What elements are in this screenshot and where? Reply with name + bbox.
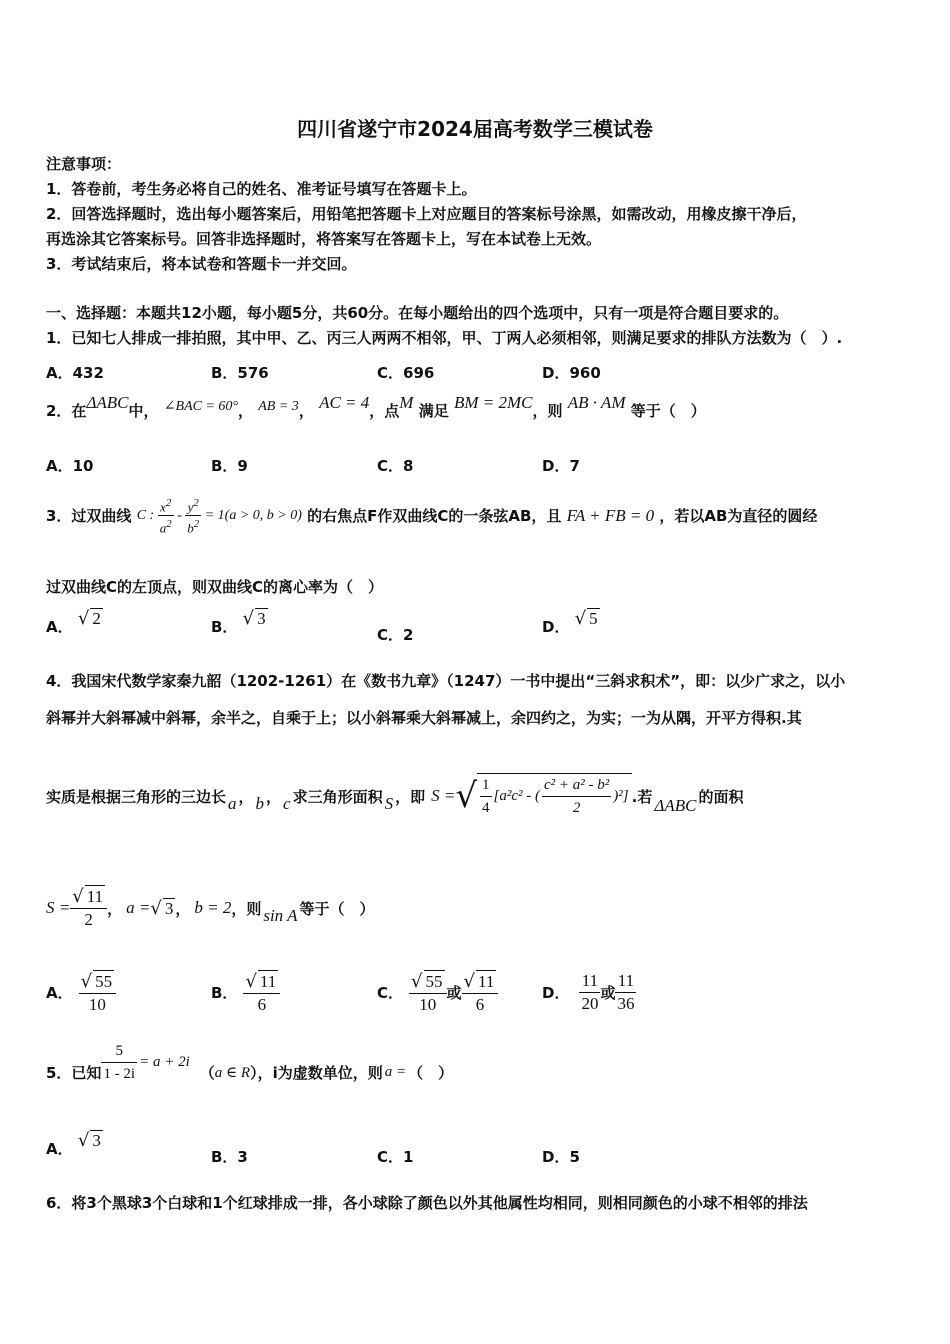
frac-den: 6 [257, 994, 267, 1014]
q4-option-label: C． [377, 984, 404, 1002]
q2-text: ， [238, 402, 254, 420]
q2-math-m: M [399, 393, 414, 412]
q5-option-value: √ 3 [77, 1130, 101, 1151]
q4-option-c [377, 965, 498, 1020]
q4-formula-part: )²] [613, 788, 629, 804]
section-heading: 一、选择题：本题共12小题，每小题5分，共60分。在每小题给出的四个选项中，只有一项是符合题目要求的。 [46, 304, 789, 322]
q2-option-b: B．9 [211, 457, 248, 475]
notice-item: 再选涂其它答案标号。回答非选择题时，将答案写在答题卡上，写在本试卷上无效。 [46, 230, 602, 248]
q4-math-s: S [384, 794, 394, 813]
q4-option-frac [579, 970, 600, 1015]
q4-option-frac: $\frac{√ 11}{6}$ [243, 970, 280, 1016]
q4-option-frac: $\frac{√ 11}{6}$ [462, 970, 499, 1016]
q4-text: ， [266, 787, 282, 806]
question-6-stem: 6．将3个黑球3个白球和1个红球排成一排，各小球除了颜色以外其他属性均相同，则相同颜色的小球不相邻的排法 [46, 1194, 808, 1212]
q1-option-c: C．696 [377, 364, 435, 382]
q5-text: 5．已知 [46, 1063, 102, 1082]
q4-text: ， [107, 899, 123, 918]
q4-text: 实质是根据三角形的三边长 [46, 787, 227, 806]
q4-option-a [46, 965, 116, 1020]
q4-math-sin: sin A [263, 906, 298, 925]
q2-math-vector: BM = 2MC [453, 393, 533, 412]
q2-text: 2．在 [46, 402, 87, 420]
question-2-stem [46, 393, 706, 421]
q4-formula-lhs: S = [431, 786, 456, 805]
q3-frac-num: x [160, 499, 166, 515]
q4-math-a: a [228, 794, 237, 813]
frac-num: 5 [101, 1040, 137, 1063]
q2-text: 中， [128, 402, 159, 420]
frac-den: 1 - 2i [103, 1065, 136, 1082]
q3-frac-den: a [159, 520, 167, 536]
q3-option-d [542, 608, 600, 637]
q3-frac: $\frac{y^2}{b^2}$ [187, 497, 200, 536]
q3-option-label: B． [211, 618, 238, 636]
q4-text: ， [175, 899, 191, 918]
q2-option-c: C．8 [377, 457, 414, 475]
q3-math-part: - [177, 508, 182, 524]
q5-frac [101, 1040, 137, 1085]
q5-text: ），i为虚数单位，则 [250, 1063, 383, 1082]
q4-option-label: A． [46, 984, 73, 1002]
frac-den: 10 [419, 994, 437, 1014]
q5-option-label: A． [46, 1140, 73, 1158]
sqrt-value: 5 [589, 609, 598, 628]
q4-math-b: b [255, 794, 265, 813]
q3-text: 的右焦点F作双曲线C的一条弦AB，且 [307, 507, 562, 526]
q4-formula-radicand [477, 773, 632, 819]
q5-text: （ ） [408, 1063, 454, 1082]
q4-option-d [542, 965, 636, 1020]
question-1-stem: 1．已知七人排成一排拍照，其中甲、乙、丙三人两两不相邻，甲、丁两人必须相邻，则满足要求的排队方法数为（ ）. [46, 329, 843, 347]
q2-math-triangle: ΔABC [86, 393, 129, 412]
frac-den: 6 [475, 994, 485, 1014]
q4-option-label: D． [542, 984, 570, 1002]
q4-option-frac: $\frac{√ 55}{10}$ [409, 970, 446, 1016]
q4-formula-part: [a²c² - ( [493, 788, 541, 804]
q4-text: ，即 [395, 787, 426, 806]
q4-math-b: b = 2 [194, 898, 232, 917]
question-4-formula-line [46, 766, 743, 826]
frac-den: 20 [581, 994, 599, 1013]
question-5-stem [46, 1044, 453, 1100]
notice-heading: 注意事项： [46, 155, 122, 173]
q5-option-b: B．3 [211, 1148, 248, 1166]
sqrt-value: 3 [92, 1131, 101, 1150]
q3-option-a [46, 608, 103, 637]
q3-frac-den: b [187, 520, 194, 536]
radical-sign: √ [455, 776, 478, 816]
q5-math-cond: a ∈ R [214, 1064, 251, 1081]
q2-option-a: A．10 [46, 457, 94, 475]
q3-option-value: √ 2 [77, 608, 101, 629]
q2-text: ，点 [369, 402, 400, 420]
q5-equation [101, 1040, 189, 1085]
q4-frac [480, 774, 492, 819]
frac-num: c² + a² - b² [542, 774, 611, 797]
q5-text: （ [199, 1063, 215, 1082]
q2-option-d: D．7 [542, 457, 580, 475]
frac-num: 1 [480, 774, 492, 797]
q4-option-frac [615, 970, 636, 1015]
q4-option-label: B． [211, 984, 238, 1002]
q3-option-b [211, 608, 268, 637]
frac-num: 11 [615, 970, 636, 993]
q2-math-dot: AB · AM [567, 393, 626, 412]
question-4-condition-line: S = $\frac{√ 11}{2}$ ， a = √ 3 ， b = 2 ，则 sin A 等于（ ） [46, 886, 375, 929]
sqrt-value: 2 [92, 609, 101, 628]
q3-math-hyperbola [137, 495, 302, 537]
q3-text: ，若以AB为直径的圆经 [659, 507, 818, 526]
q3-math-part: C : [136, 508, 155, 524]
q4-frac [542, 774, 611, 819]
q3-option-value: √ 5 [574, 608, 598, 629]
q3-text: 3．过双曲线 [46, 507, 132, 526]
sqrt-value: 55 [95, 971, 113, 991]
sqrt-value: 11 [478, 971, 495, 991]
q5-option-c: C．1 [377, 1148, 414, 1166]
or-text: 或 [600, 984, 616, 1002]
q1-option-a: A．432 [46, 364, 104, 382]
frac-den: 4 [482, 800, 490, 816]
q4-text: ， [238, 787, 254, 806]
q3-frac: $\frac{x^2}{a^2}$ [159, 497, 172, 536]
q2-text: ， [298, 402, 314, 420]
sqrt-value: 11 [259, 971, 277, 991]
q3-math-vector-sum: FA + FB = 0 [566, 505, 655, 525]
q2-math-ac: AC = 4 [319, 393, 370, 412]
q3-option-c: C．2 [377, 626, 414, 644]
q2-math-ab: AB = 3 [258, 399, 299, 414]
q1-option-b: B．576 [211, 364, 269, 382]
q4-text: ，则 [231, 899, 262, 918]
q4-frac: $\frac{√ 11}{2}$ [70, 885, 107, 931]
question-3-stem [46, 495, 817, 537]
q3-option-label: D． [542, 618, 570, 636]
q3-option-value: √ 3 [242, 608, 266, 629]
question-4-stem: 4．我国宋代数学家秦九韶（1202-1261）在《数书九章》（1247）一书中提出“三斜求积术”，即：以少广求之，以小 [46, 672, 846, 690]
frac-den: 2 [84, 910, 93, 929]
q4-math-a: a = [126, 898, 151, 917]
q2-text: 等于（ ） [630, 402, 706, 420]
frac-den: 2 [572, 800, 581, 816]
frac-num: 11 [579, 970, 600, 993]
q2-text: ，则 [532, 402, 563, 420]
question-3-stem-line2: 过双曲线C的左顶点，则双曲线C的离心率为（ ） [46, 578, 384, 596]
q4-text: .若 [631, 787, 653, 806]
q5-option-d: D．5 [542, 1148, 580, 1166]
q4-math-c: c [283, 794, 291, 813]
q4-math-s: S = [46, 898, 71, 917]
q4-text: 的面积 [698, 787, 744, 806]
notice-item: 3．考试结束后，将本试卷和答题卡一并交回。 [46, 255, 357, 273]
q4-option-b [211, 965, 280, 1020]
q5-option-a [46, 1130, 103, 1159]
frac-den: 10 [88, 994, 106, 1014]
q4-math-triangle: ΔABC [654, 796, 697, 815]
notice-item: 2．回答选择题时，选出每小题答案后，用铅笔把答题卡上对应题目的答案标号涂黑，如需改动，用橡皮擦干净后， [46, 205, 807, 223]
q3-option-label: A． [46, 618, 73, 636]
q3-frac-num: y [187, 499, 194, 515]
question-4-stem: 斜幂并大斜幂减中斜幂，余半之，自乘于上；以小斜幂乘大斜幂减上，余四约之，为实；一为从隅，开平方得积.其 [46, 709, 802, 727]
q5-rhs: = a + 2i [139, 1053, 190, 1070]
q4-text: 等于（ ） [299, 899, 375, 918]
sqrt-value: 3 [257, 609, 266, 628]
or-text: 或 [446, 984, 462, 1002]
sqrt-value: 55 [425, 971, 443, 991]
q4-option-frac: $\frac{√ 55}{10}$ [79, 970, 116, 1016]
sqrt-value: 3 [164, 898, 174, 918]
q3-math-part: = 1(a > 0, b > 0) [204, 508, 302, 524]
q2-text: 满足 [418, 402, 449, 420]
q4-text: 求三角形面积 [292, 787, 383, 806]
notice-item: 1．答卷前，考生务必将自己的姓名、准考证号填写在答题卡上。 [46, 180, 477, 198]
q1-option-d: D．960 [542, 364, 601, 382]
page-title: 四川省遂宁市2024届高考数学三模试卷 [297, 117, 653, 141]
frac-den: 36 [617, 994, 635, 1013]
q5-math-a: a = [384, 1063, 407, 1080]
sqrt-value: 11 [86, 887, 104, 906]
q2-math-angle: ∠BAC = 60° [163, 399, 238, 414]
